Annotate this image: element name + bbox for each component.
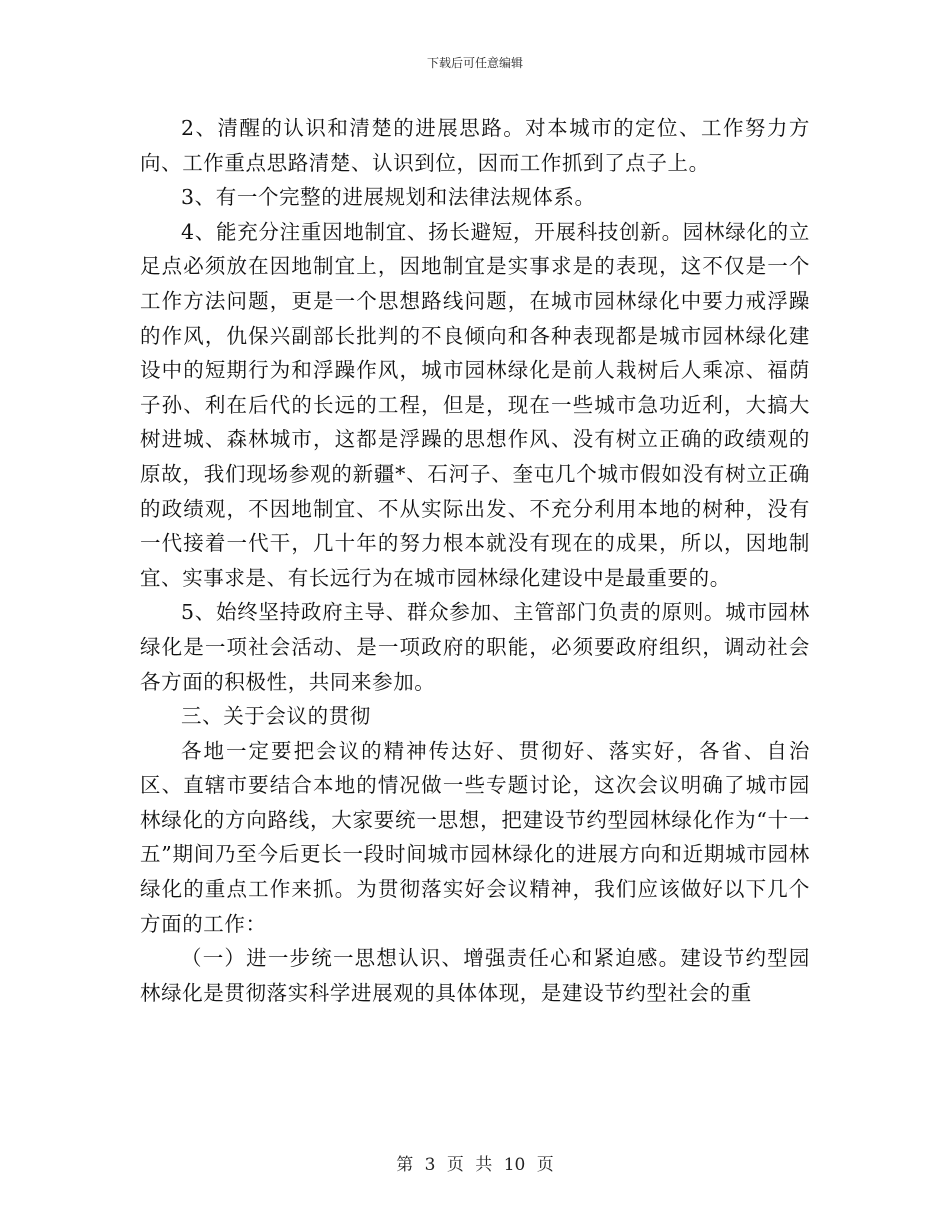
- paragraph-point-2: 2、清醒的认识和清楚的进展思路。对本城市的定位、工作努力方向、工作重点思路清楚、认识到位，因而工作抓到了点子上。: [140, 116, 810, 175]
- section-heading-3: 三、关于会议的贯彻: [181, 704, 371, 729]
- page-header: 下载后可任意编辑: [426, 56, 523, 70]
- paragraph-point-4: 4、能充分注重因地制宜、扬长避短，开展科技创新。园林绿化的立足点必须放在因地制宜上，因地制宜是实事求是的表现，这不仅是一个工作方法问题，更是一个思想路线问题，在城市园林绿化中要力戒浮躁的作风，仇保兴副部长批判的不良倾向和各种表现都是城市园林绿化建设中的短期行为和浮躁作风，城市园林绿化是前人栽树后人乘凉、福荫子孙、利在后代的长远的工程，但是，现在一些城市急功近利，大搞大树进城、森林城市，这都是浮躁的思想作风、没有树立正确的政绩观的原故，我们现场参观的新疆*、石河子、奎屯几个城市假如没有树立正确的政绩观，不因地制宜、不从实际出发、不充分利用本地的树种，没有一代接着一代干，几十年的努力根本就没有现在的成果，所以，因地制宜、实事求是、有长远行为在城市园林绿化建设中是最重要的。: [140, 219, 810, 590]
- paragraph-point-5: 5、始终坚持政府主导、群众参加、主管部门负责的原则。城市园林绿化是一项社会活动、是一项政府的职能，必须要政府组织，调动社会各方面的积极性，共同来参加。: [140, 600, 810, 694]
- paragraph-item-1: （一）进一步统一思想认识、增强责任心和紧迫感。建设节约型园林绿化是贯彻落实科学进展观的具体体现，是建设节约型社会的重: [140, 946, 810, 1005]
- paragraph-point-3: 3、有一个完整的进展规划和法律法规体系。: [181, 185, 596, 210]
- paragraph-implementation: 各地一定要把会议的精神传达好、贯彻好、落实好，各省、自治区、直辖市要结合本地的情况做一些专题讨论，这次会议明确了城市园林绿化的方向路线，大家要统一思想，把建设节约型园林绿化作为“十一五”期间乃至今后更长一段时间城市园林绿化的进展方向和近期城市园林绿化的重点工作来抓。为贯彻落实好会议精神，我们应该做好以下几个方面的工作：: [140, 738, 810, 936]
- page-number-footer: 第 3 页 共 10 页: [396, 1155, 554, 1175]
- document-body: [140, 111, 810, 1010]
